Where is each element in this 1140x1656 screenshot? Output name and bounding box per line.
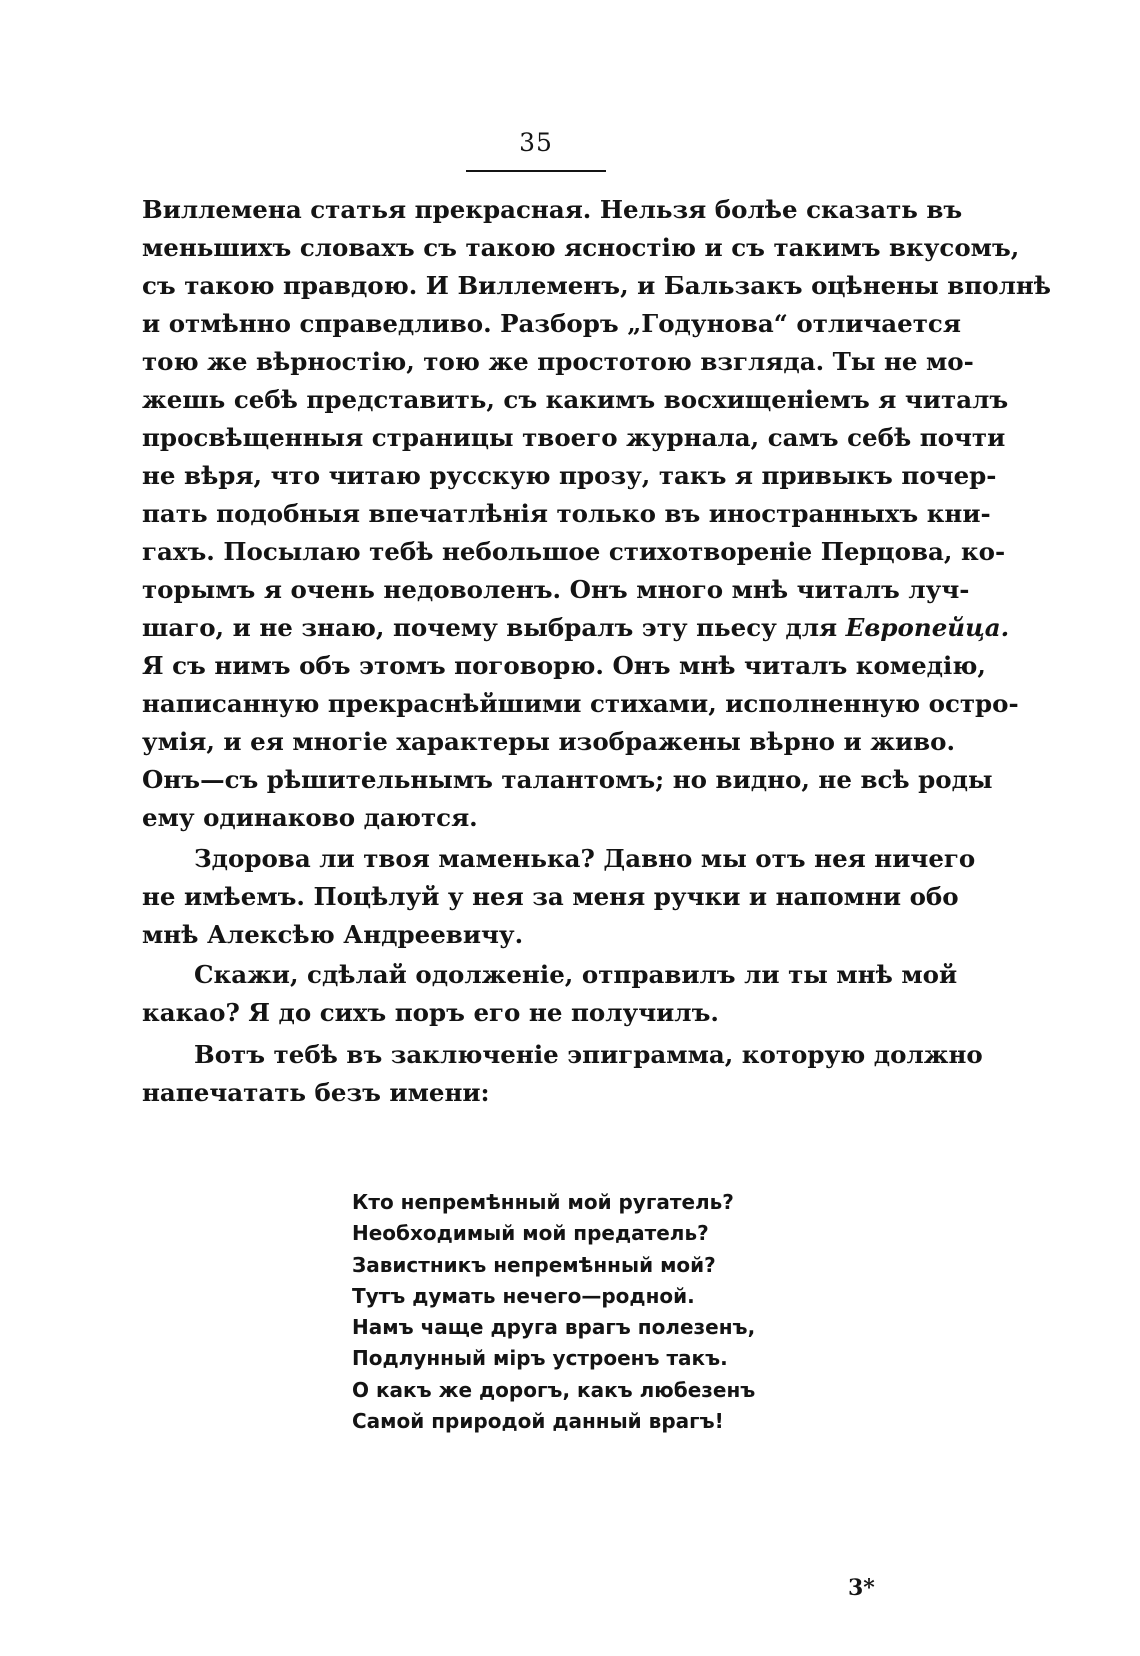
text-line: не имѣемъ. Поцѣлуй у нея за меня ручки и напомни обо — [142, 882, 959, 911]
poem-line: Необходимый мой предатель? — [352, 1221, 709, 1246]
text-line: Онъ—съ рѣшительнымъ талантомъ; но видно, не всѣ роды — [142, 765, 993, 794]
text-line: торымъ я очень недоволенъ. Онъ много мнѣ читалъ луч- — [142, 575, 970, 604]
text-line: просвѣщенныя страницы твоего журнала, самъ себѣ почти — [142, 423, 1006, 452]
text-line: мнѣ Алексѣю Андреевичу. — [142, 920, 524, 949]
text-line: меньшихъ словахъ съ такою ясностію и съ такимъ вкусомъ, — [142, 233, 1020, 262]
poem-line: Подлунный міръ устроенъ такъ. — [352, 1346, 728, 1371]
text-line: напечатать безъ имени: — [142, 1078, 490, 1107]
text-line: пать подобныя впечатлѣнія только въ иностранныхъ кни- — [142, 499, 991, 528]
text-line: Я съ нимъ объ этомъ поговорю. Онъ мнѣ читалъ комедію, — [142, 651, 986, 680]
text-line: Виллемена статья прекрасная. Нельзя болѣе сказать въ — [142, 195, 963, 224]
text-line: и отмѣнно справедливо. Разборъ „Годунова“ отличается — [142, 309, 961, 338]
poem-line: Намъ чаще друга врагъ полезенъ, — [352, 1315, 756, 1340]
text-line: не вѣря, что читаю русскую прозу, такъ я привыкъ почер- — [142, 461, 997, 490]
text-line: умія, и ея многіе характеры изображены вѣрно и живо. — [142, 727, 956, 756]
text-line: Скажи, сдѣлай одолженіе, отправилъ ли ты мнѣ мой — [194, 960, 958, 989]
poem-line: Кто непремѣнный мой ругатель? — [352, 1190, 734, 1214]
poem-line: Завистникъ непремѣнный мой? — [352, 1252, 716, 1277]
text-line: написанную прекраснѣйшими стихами, исполненную остро- — [142, 689, 1019, 718]
text-line: тою же вѣрностію, тою же простотою взгляда. Ты не мо- — [142, 347, 974, 376]
italic-journal-title: Европейца. — [845, 613, 1010, 642]
page-number-rule — [466, 170, 606, 172]
text-line: Вотъ тебѣ въ заключеніе эпиграмма, которую должно — [194, 1040, 983, 1069]
text-fragment: шаго, и не знаю, почему выбралъ эту пьесу для — [142, 613, 846, 642]
signature-mark: 3* — [848, 1575, 875, 1601]
epigram-poem — [352, 1187, 755, 1437]
poem-line: Самой природой данный врагъ! — [352, 1409, 724, 1434]
text-line: жешь себѣ представить, съ какимъ восхищеніемъ я читалъ — [142, 385, 1009, 414]
text-line: какао? Я до сихъ поръ его не получилъ. — [142, 998, 719, 1027]
text-line — [142, 609, 1010, 647]
poem-line: О какъ же дорогъ, какъ любезенъ — [352, 1377, 756, 1402]
text-line: ему одинаково даются. — [142, 803, 478, 832]
text-line: гахъ. Посылаю тебѣ небольшое стихотвореніе Перцова, ко- — [142, 537, 1006, 566]
text-line: съ такою правдою. И Виллеменъ, и Бальзакъ оцѣнены вполнѣ — [142, 271, 1052, 300]
text-line: Здорова ли твоя маменька? Давно мы отъ нея ничего — [194, 844, 976, 873]
poem-line: Тутъ думать нечего—родной. — [352, 1283, 695, 1308]
page-number: 35 — [519, 128, 553, 157]
